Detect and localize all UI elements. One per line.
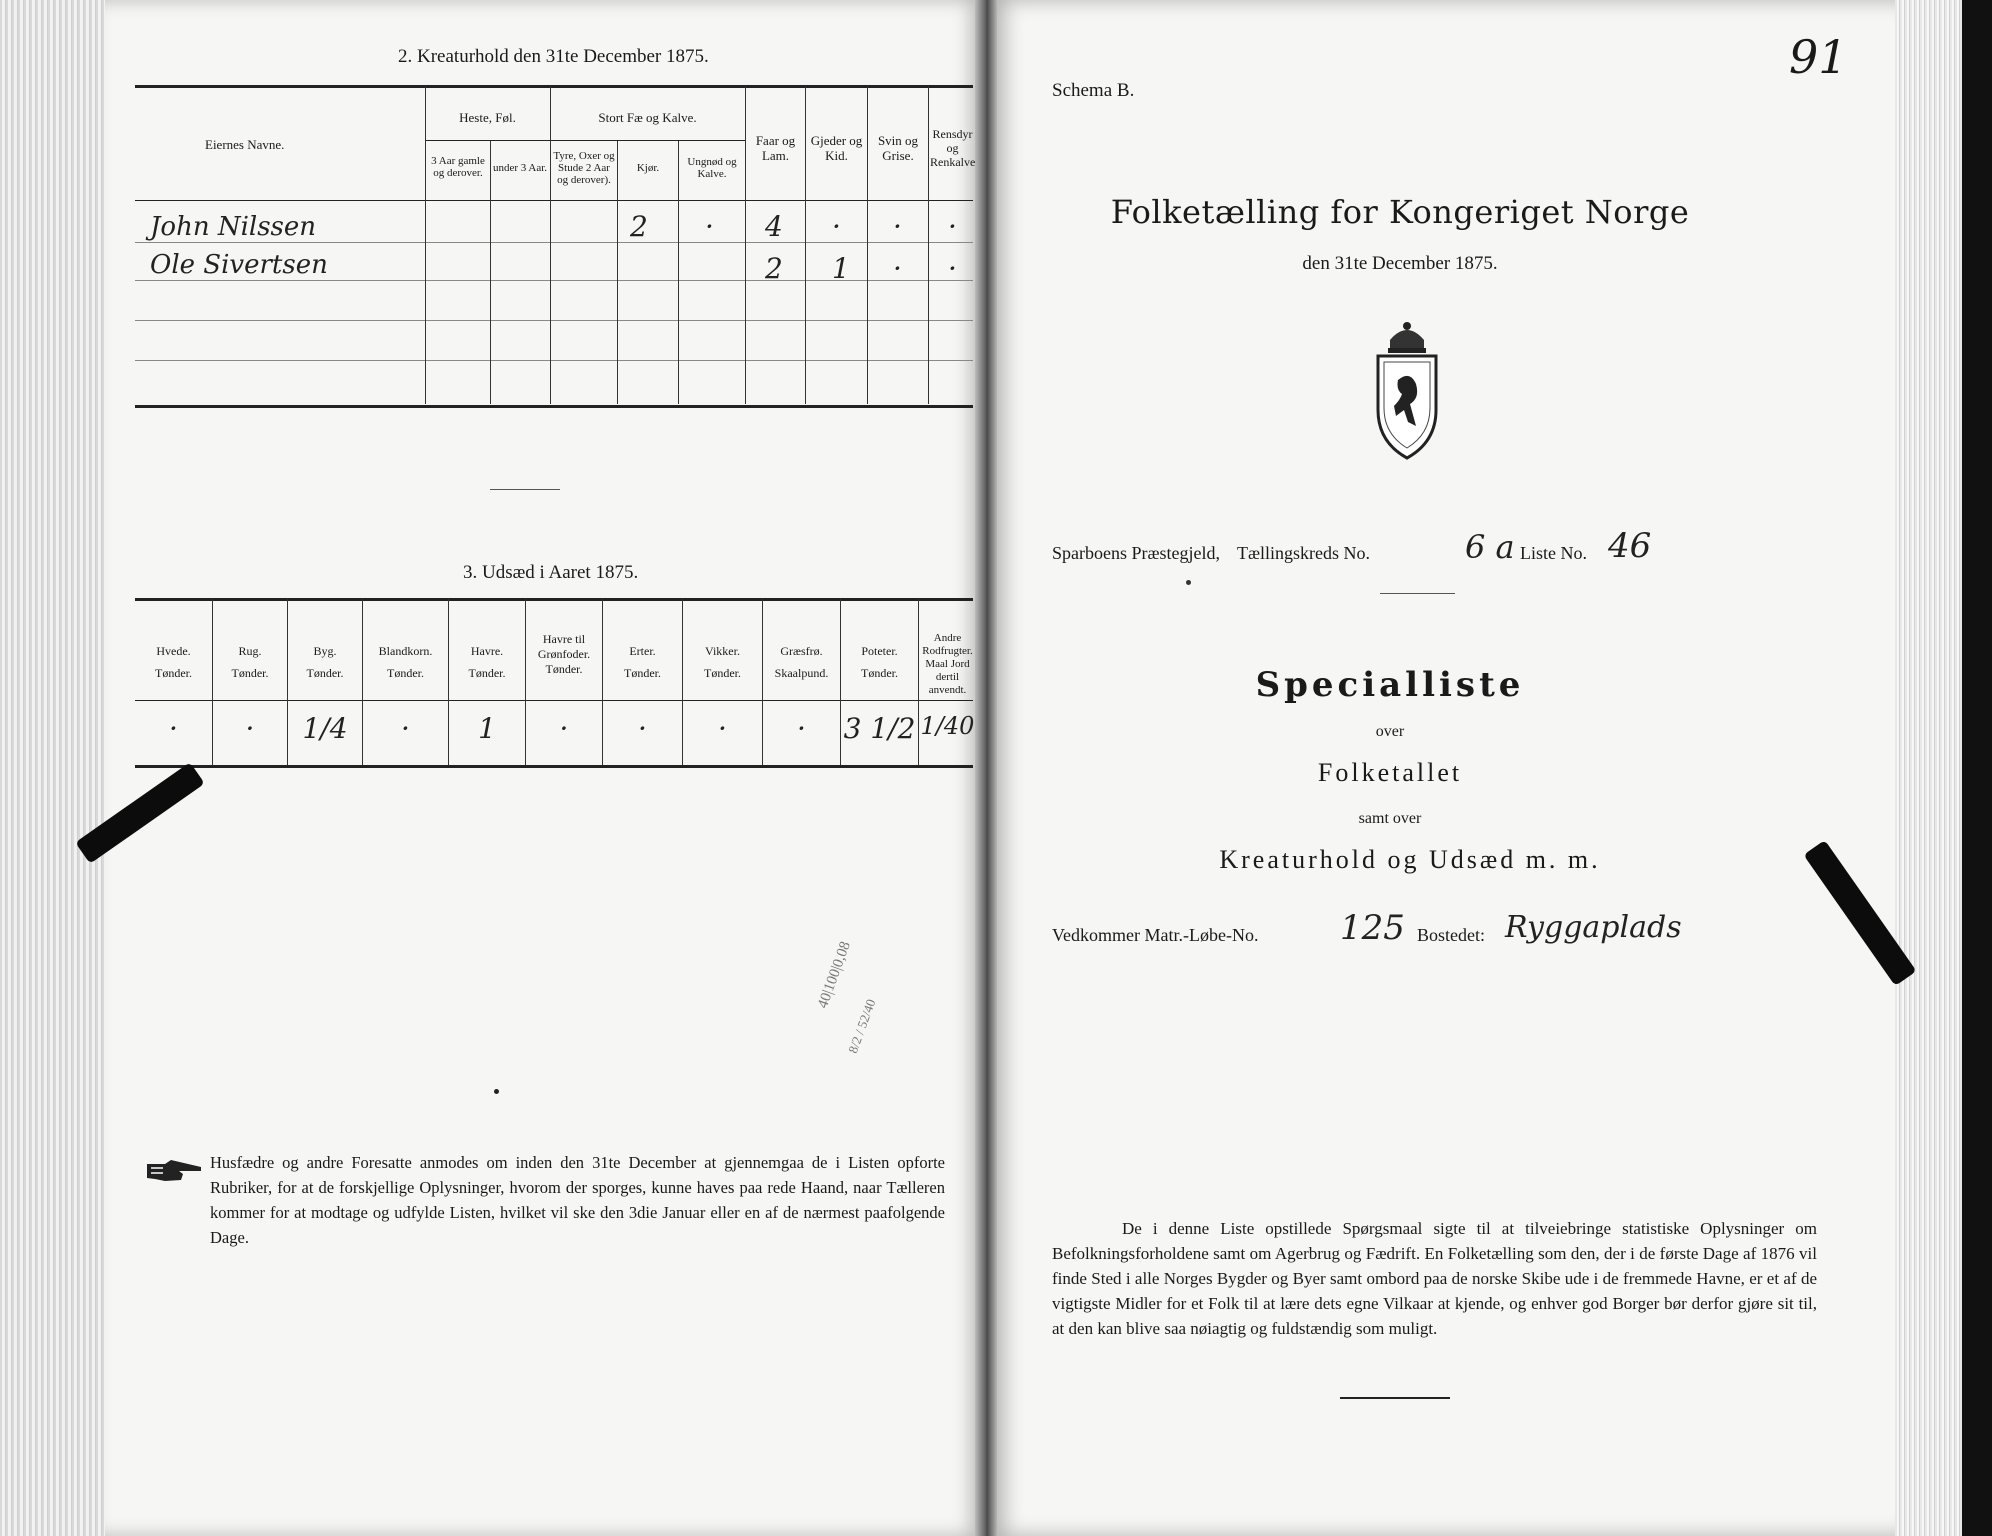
census-date: den 31te December 1875. bbox=[1302, 253, 1498, 274]
parish-label: Sparboens Præstegjeld, bbox=[1052, 543, 1220, 563]
pencil-note: 40|100|0,08 bbox=[815, 939, 854, 1011]
district-label: Tællingskreds No. bbox=[1237, 543, 1370, 563]
district-value: 6 a bbox=[1465, 528, 1515, 566]
book-gutter bbox=[975, 0, 997, 1536]
owner-name-2: Ole Sivertsen bbox=[150, 250, 328, 280]
pencil-note-2: 8/2 / 52/40 bbox=[845, 997, 879, 1056]
special-list-title: Specialliste bbox=[1255, 665, 1525, 705]
notice-text: Husfædre og andre Foresatte anmodes om inden den 31te December at gjennemgaa de i Listen opforte Rubriker, for at de forskjellige Oplysninger, hvorom der sporges, kunne haves paa rede Haand, naar Tælleren kommer for at modtage og udfylde Listen, hvilket vil ske den 3die Januar eller en af de nærmest paafolgende Dage. bbox=[210, 1153, 945, 1247]
page-number: 91 bbox=[1789, 30, 1848, 84]
s2-header-rule bbox=[135, 200, 973, 201]
matr-label: Vedkommer Matr.-Løbe-No. bbox=[1052, 925, 1259, 945]
s3-top-rule bbox=[135, 598, 973, 601]
section2-title: 2. Kreaturhold den 31te December 1875. bbox=[398, 46, 709, 67]
s3-bottom-rule bbox=[135, 765, 973, 768]
list-value: 46 bbox=[1608, 526, 1652, 566]
list-label: Liste No. bbox=[1520, 543, 1587, 563]
bosted-label: Bostedet: bbox=[1417, 925, 1485, 945]
coat-of-arms-icon bbox=[1370, 318, 1444, 469]
schema-label: Schema B. bbox=[1052, 80, 1135, 101]
folketallet-label: Folketallet bbox=[1317, 758, 1463, 787]
s2-bottom-rule bbox=[135, 405, 973, 408]
info-paragraph: De i denne Liste opstillede Spørgsmaal sigte til at tilveiebringe statistiske Oplysninger om Befolkningsforholdene samt om Agerbrug og Fædrift. En Folketælling som den, der i de første Dage af 1876 vil finde Sted i alle Norges Bygder og Byer samt ombord paa de norske Skibe ude i de fremmede Havne, er et af de vigtigste Midler for et Folk til at lære dets egne Vilkaar at kjende, og enhver god Borger bør derfor gjøre sit til, at den kan blive saa nøiagtig og fuldstændig som muligt. bbox=[1052, 1219, 1817, 1338]
owner-name-1: John Nilssen bbox=[150, 212, 317, 242]
s2-top-rule bbox=[135, 85, 973, 88]
book-edge-right bbox=[1895, 0, 1992, 1536]
divider bbox=[490, 489, 560, 490]
matr-value: 125 bbox=[1340, 908, 1405, 948]
main-title: Folketælling for Kongeriget Norge bbox=[1110, 193, 1690, 231]
bosted-value: Ryggaplads bbox=[1505, 910, 1682, 945]
pointing-hand-icon bbox=[145, 1158, 205, 1189]
kreaturhold-label: Kreaturhold og Udsæd m. m. bbox=[1219, 845, 1601, 874]
section3-title: 3. Udsæd i Aaret 1875. bbox=[463, 562, 639, 583]
s2-header-owner: Eiernes Navne. bbox=[205, 137, 285, 152]
ink-dot bbox=[494, 1089, 499, 1094]
